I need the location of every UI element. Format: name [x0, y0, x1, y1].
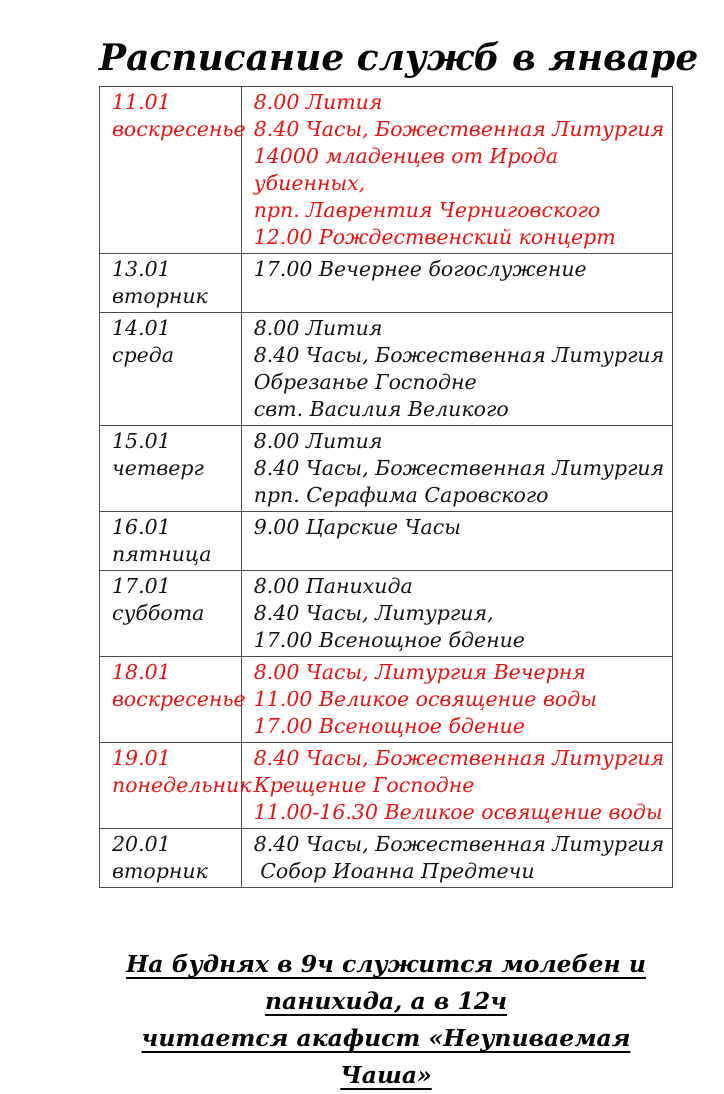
- footer-note: [99, 946, 673, 1094]
- document-content: [99, 0, 699, 1094]
- date-cell: [100, 254, 242, 313]
- date-cell: [100, 512, 242, 571]
- services-cell: [241, 254, 672, 313]
- service-line: 12.00 Рождественский концерт: [253, 225, 616, 249]
- schedule-row: [100, 571, 673, 657]
- date-cell: [100, 87, 246, 254]
- service-line: 8.00 Лития: [253, 429, 383, 453]
- service-line: 8.40 Часы, Божественная Литургия: [253, 832, 665, 856]
- schedule-table-body: [100, 87, 673, 888]
- services-cell: [241, 426, 672, 512]
- services-cell: [241, 829, 672, 888]
- row-day: воскресенье: [112, 687, 246, 711]
- services-cell: [241, 743, 672, 829]
- services-cell: [241, 512, 672, 571]
- services-cell: [241, 657, 672, 743]
- service-line: Собор Иоанна Предтечи: [253, 859, 535, 883]
- service-line: 17.00 Всенощное бдение: [253, 628, 525, 652]
- page-title: Расписание служб в январе: [99, 37, 699, 79]
- row-date: 11.01: [112, 90, 171, 114]
- row-date: 18.01: [112, 660, 171, 684]
- service-line: 8.40 Часы, Божественная Литургия: [253, 746, 665, 770]
- service-line: 17.00 Вечернее богослужение: [253, 257, 587, 281]
- row-day: суббота: [112, 601, 205, 625]
- service-line: 8.00 Часы, Литургия Вечерня: [253, 660, 586, 684]
- service-line: 9.00 Царские Часы: [253, 515, 461, 539]
- schedule-row: [100, 829, 673, 888]
- service-line: 11.00 Великое освящение воды: [253, 687, 597, 711]
- row-day: понедельник: [112, 773, 252, 797]
- service-line: свт. Василия Великого: [253, 397, 509, 421]
- service-line: 8.40 Часы, Божественная Литургия: [253, 456, 665, 480]
- row-date: 17.01: [112, 574, 171, 598]
- service-line: 8.00 Панихида: [253, 574, 413, 598]
- service-line: 14000 младенцев от Ирода убиенных,: [253, 144, 565, 195]
- service-line: 8.40 Часы, Литургия,: [253, 601, 494, 625]
- service-line: Обрезанье Господне: [253, 370, 477, 394]
- row-day: вторник: [112, 284, 208, 308]
- row-day: четверг: [112, 456, 204, 480]
- row-date: 16.01: [112, 515, 171, 539]
- services-cell: [241, 313, 672, 426]
- service-line: прп. Серафима Саровского: [253, 483, 549, 507]
- date-cell: [100, 657, 246, 743]
- service-line: Крещение Господне: [253, 773, 475, 797]
- row-date: 19.01: [112, 746, 171, 770]
- schedule-row: [100, 657, 673, 743]
- schedule-row: [100, 743, 673, 829]
- service-line: 17.00 Всенощное бдение: [253, 714, 525, 738]
- row-day: среда: [112, 343, 174, 367]
- service-line: 8.00 Лития: [253, 316, 383, 340]
- date-cell: [100, 426, 242, 512]
- row-day: пятница: [112, 542, 212, 566]
- footer-note-line-1: На буднях в 9ч служится молебен и панихида, а в 12ч: [126, 950, 646, 1015]
- schedule-row: [100, 512, 673, 571]
- row-date: 13.01: [112, 257, 171, 281]
- services-cell: [241, 571, 672, 657]
- date-cell: [100, 743, 252, 829]
- footer-note-line-2: читается акафист «Неупиваемая Чаша»: [141, 1024, 631, 1089]
- row-date: 20.01: [112, 832, 171, 856]
- date-cell: [100, 829, 242, 888]
- row-date: 15.01: [112, 429, 171, 453]
- row-day: воскресенье: [112, 117, 246, 141]
- date-cell: [100, 313, 242, 426]
- service-line: 11.00-16.30 Великое освящение воды: [253, 800, 663, 824]
- service-line: прп. Лаврентия Черниговского: [253, 198, 601, 222]
- schedule-row: [100, 313, 673, 426]
- service-line: 8.40 Часы, Божественная Литургия: [253, 117, 665, 141]
- schedule-row: [100, 254, 673, 313]
- row-date: 14.01: [112, 316, 171, 340]
- schedule-table: [99, 86, 673, 888]
- row-day: вторник: [112, 859, 208, 883]
- service-line: 8.00 Лития: [253, 90, 383, 114]
- schedule-row: [100, 426, 673, 512]
- schedule-row: [100, 87, 673, 254]
- date-cell: [100, 571, 242, 657]
- service-line: 8.40 Часы, Божественная Литургия: [253, 343, 665, 367]
- services-cell: [241, 87, 672, 254]
